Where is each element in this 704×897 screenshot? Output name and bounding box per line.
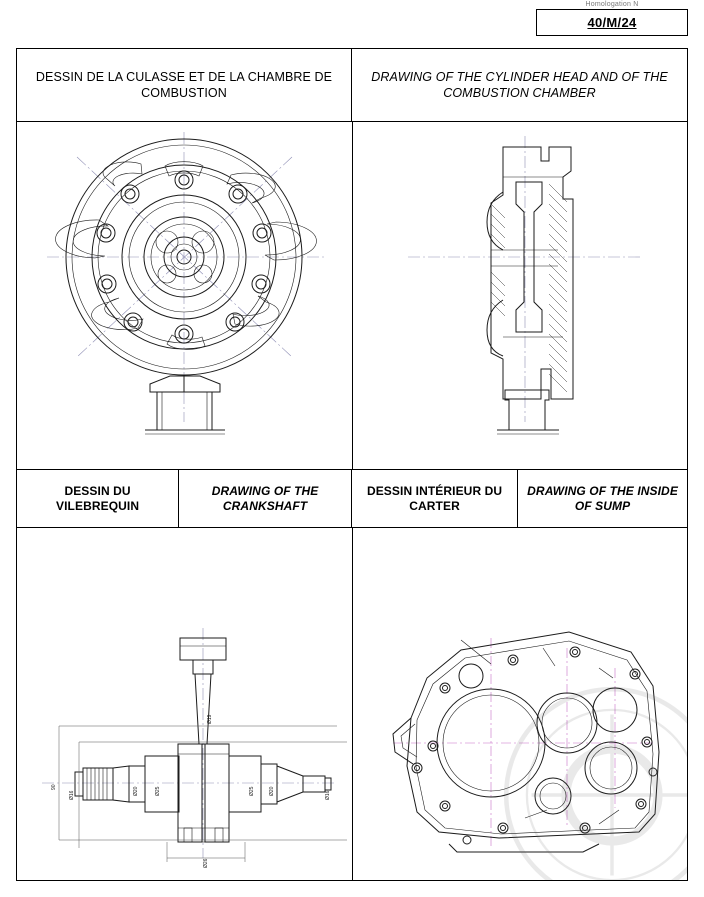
homologation-label: Homologation N (585, 1, 639, 8)
crankshaft-drawing (17, 528, 353, 880)
subheader-crankshaft-english: DRAWING OF THE CRANKSHAFT (179, 470, 352, 527)
bottom-drawing-row (17, 528, 687, 880)
homologation-header (536, 0, 688, 36)
homologation-number-box (536, 9, 688, 36)
header-row (17, 49, 687, 122)
cylinder-head-cross-section (353, 122, 688, 469)
header-title-french: DESSIN DE LA CULASSE ET DE LA CHAMBRE DE COMBUSTION (17, 49, 352, 121)
dim-web-left: Ø25 (155, 786, 161, 796)
subheader-sump-french: DESSIN INTÉRIEUR DU CARTER (352, 470, 518, 527)
dim-journal-left: Ø16 (69, 790, 75, 800)
technical-sheet (16, 48, 688, 881)
dim-pin-right: Ø20 (269, 786, 275, 796)
subheader-crankshaft-french: DESSIN DU VILEBREQUIN (17, 470, 179, 527)
cylinder-head-top-view (17, 122, 353, 469)
dim-bottom: Ø26 (203, 858, 209, 868)
sub-header-row (17, 470, 687, 528)
dim-journal-right: Ø16 (325, 790, 331, 800)
header-title-english: DRAWING OF THE CYLINDER HEAD AND OF THE COMBUSTION CHAMBER (371, 70, 668, 100)
dim-web-right: Ø25 (249, 786, 255, 796)
homologation-number: 40/M/24 (587, 15, 637, 30)
cylinder-head-drawing-row (17, 122, 687, 470)
dim-pin-left: Ø20 (133, 786, 139, 796)
sump-drawing (353, 528, 688, 880)
dim-overall-height: 90 (51, 784, 57, 790)
subheader-sump-english: DRAWING OF THE INSIDE OF SUMP (527, 483, 678, 513)
dim-rod-pin: Ø19 (207, 714, 213, 724)
